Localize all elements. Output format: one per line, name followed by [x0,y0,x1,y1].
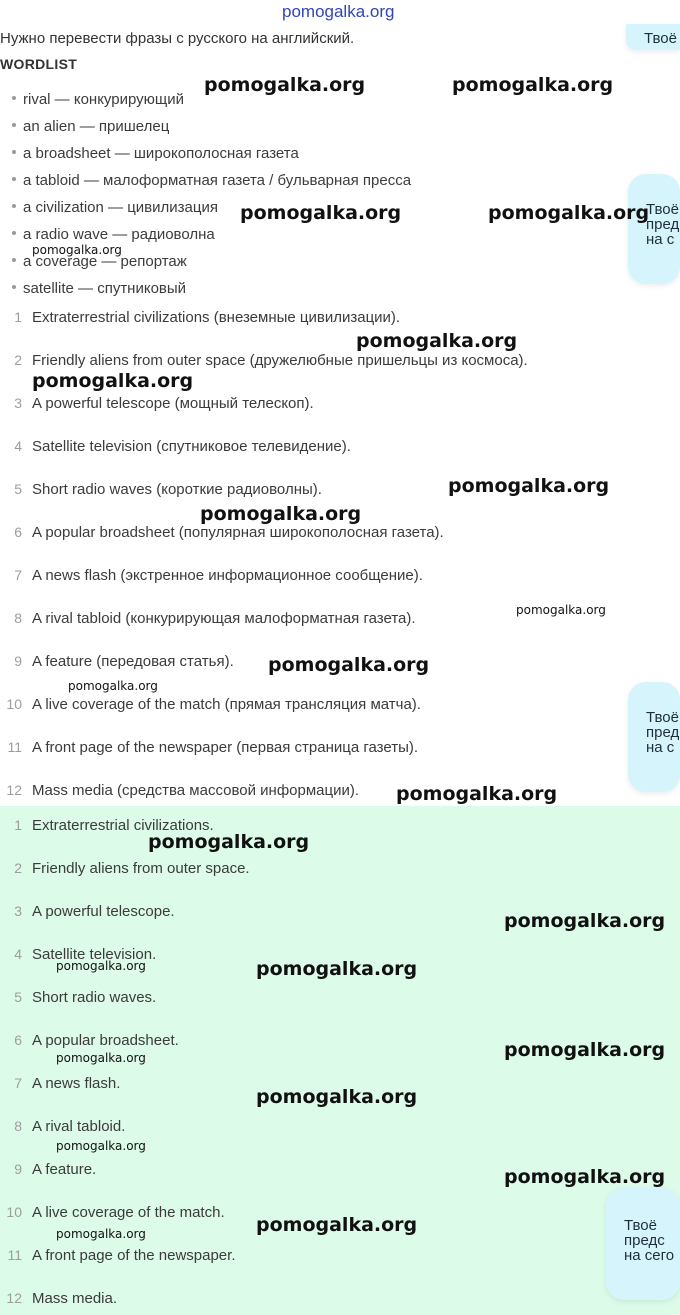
promo-bubble-line: Твоё [624,1217,657,1234]
watermark: pomogalka.org [56,1051,146,1065]
answer-text: A news flash. [32,1075,121,1092]
task-item [0,739,620,782]
promo-bubble-line: предс [624,1232,665,1249]
watermark: pomogalka.org [256,1214,418,1236]
task-text: A rival tabloid (конкурирующая малоформатная газета). [32,610,416,627]
task-text: A live coverage of the match (прямая трансляция матча). [32,696,421,713]
answer-number: 1 [14,817,22,833]
answer-item [0,989,620,1032]
task-number: 1 [14,309,22,325]
promo-bubble-line: на с [646,739,675,756]
wordlist-item: a tabloid — малоформатная газета / бульварная пресса [12,172,612,199]
task-item [0,524,620,567]
wordlist-item: a broadsheet — широкополосная газета [12,145,612,172]
answer-number: 12 [6,1290,22,1306]
answer-item [0,817,620,860]
task-number: 6 [14,524,22,540]
task-text: Mass media (средства массовой информации). [32,782,360,799]
answer-number: 4 [14,946,22,962]
task-text: Short radio waves (короткие радиоволны). [32,481,322,498]
answer-number: 2 [14,860,22,876]
promo-bubble-line: Твоё [644,30,677,47]
answer-number: 3 [14,903,22,919]
task-text: Friendly aliens from outer space (дружелюбные пришельцы из космоса). [32,352,528,369]
watermark: pomogalka.org [268,654,430,676]
answer-text: A feature. [32,1161,97,1178]
bullet-icon [12,285,16,289]
answer-item [0,860,620,903]
task-number: 4 [14,438,22,454]
watermark: pomogalka.org [488,202,650,224]
promo-bubble-line: на сего [624,1247,675,1264]
wordlist-item: a coverage — репортаж [12,253,612,280]
watermark: pomogalka.org [504,910,666,932]
watermark: pomogalka.org [204,74,366,96]
answer-number: 9 [14,1161,22,1177]
promo-bubble-line: на с [646,231,675,248]
answer-item [0,1290,620,1315]
watermark: pomogalka.org [504,1166,666,1188]
wordlist-title: WORDLIST [0,56,78,72]
task-number: 3 [14,395,22,411]
watermark: pomogalka.org [452,74,614,96]
bullet-icon [12,177,16,181]
watermark: pomogalka.org [32,243,122,257]
task-number: 7 [14,567,22,583]
task-item [0,395,620,438]
task-text: A feature (передовая статья). [32,653,234,670]
promo-bubble-line: Твоё [646,201,679,218]
wordlist-item: satellite — спутниковый [12,280,612,307]
answer-text: Friendly aliens from outer space. [32,860,250,877]
answer-text: Short radio waves. [32,989,157,1006]
task-number: 10 [6,696,22,712]
task-item [0,309,620,352]
bullet-icon [12,96,16,100]
answer-number: 10 [6,1204,22,1220]
answer-number: 7 [14,1075,22,1091]
bullet-icon [12,150,16,154]
task-number: 9 [14,653,22,669]
answer-number: 6 [14,1032,22,1048]
watermark: pomogalka.org [504,1039,666,1061]
task-item [0,696,620,739]
task-number: 5 [14,481,22,497]
answer-text: Mass media. [32,1290,118,1307]
answer-text: Extraterrestrial civilizations. [32,817,214,834]
answer-text: A powerful telescope. [32,903,175,920]
promo-bubble-line: пред [646,216,680,233]
promo-bubble[interactable] [606,1188,680,1300]
watermark: pomogalka.org [396,783,558,805]
wordlist-item: an alien — пришелец [12,118,612,145]
wordlist [12,91,612,307]
bullet-icon [12,258,16,262]
task-intro: Нужно перевести фразы с русского на английский. [0,30,355,47]
task-text: A powerful telescope (мощный телескоп). [32,395,314,412]
task-text: A news flash (экстренное информационное сообщение). [32,567,423,584]
watermark: pomogalka.org [148,831,310,853]
site-logo-link[interactable]: pomogalka.org [282,2,395,21]
wordlist-item: a civilization — цивилизация [12,199,612,226]
task-text: Satellite television (спутниковое телевидение). [32,438,351,455]
watermark: pomogalka.org [516,603,606,617]
promo-bubble-line: пред [646,724,680,741]
answer-item [0,1247,620,1290]
watermark: pomogalka.org [68,679,158,693]
answer-text: A live coverage of the match. [32,1204,225,1221]
task-number: 2 [14,352,22,368]
promo-bubble-top[interactable] [626,24,680,50]
wordlist-item: a radio wave — радиоволна [12,226,612,253]
bullet-icon [12,231,16,235]
answer-text: A rival tabloid. [32,1118,126,1135]
answer-number: 11 [7,1247,22,1263]
task-text: A popular broadsheet (популярная широкополосная газета). [32,524,444,541]
watermark: pomogalka.org [32,370,194,392]
task-number: 11 [7,739,22,755]
bullet-icon [12,204,16,208]
answer-number: 5 [14,989,22,1005]
watermark: pomogalka.org [256,958,418,980]
task-text: Extraterrestrial civilizations (внеземные цивилизации). [32,309,401,326]
promo-bubble[interactable] [628,174,680,284]
watermark: pomogalka.org [200,503,362,525]
watermark: pomogalka.org [356,330,518,352]
watermark: pomogalka.org [56,1227,146,1241]
answer-text: A popular broadsheet. [32,1032,179,1049]
task-text: A front page of the newspaper (первая страница газеты). [32,739,419,756]
task-number: 8 [14,610,22,626]
watermark: pomogalka.org [256,1086,418,1108]
wordlist-item: rival — конкурирующий [12,91,612,118]
watermark: pomogalka.org [56,1139,146,1153]
watermark: pomogalka.org [240,202,402,224]
watermark: pomogalka.org [56,959,146,973]
watermark: pomogalka.org [448,475,610,497]
answer-number: 8 [14,1118,22,1134]
answer-text: Satellite television. [32,946,157,963]
promo-bubble-line: Твоё [646,709,679,726]
site-header [0,0,680,24]
answer-text: A front page of the newspaper. [32,1247,236,1264]
bullet-icon [12,123,16,127]
promo-bubble[interactable] [628,682,680,792]
task-number: 12 [6,782,22,798]
